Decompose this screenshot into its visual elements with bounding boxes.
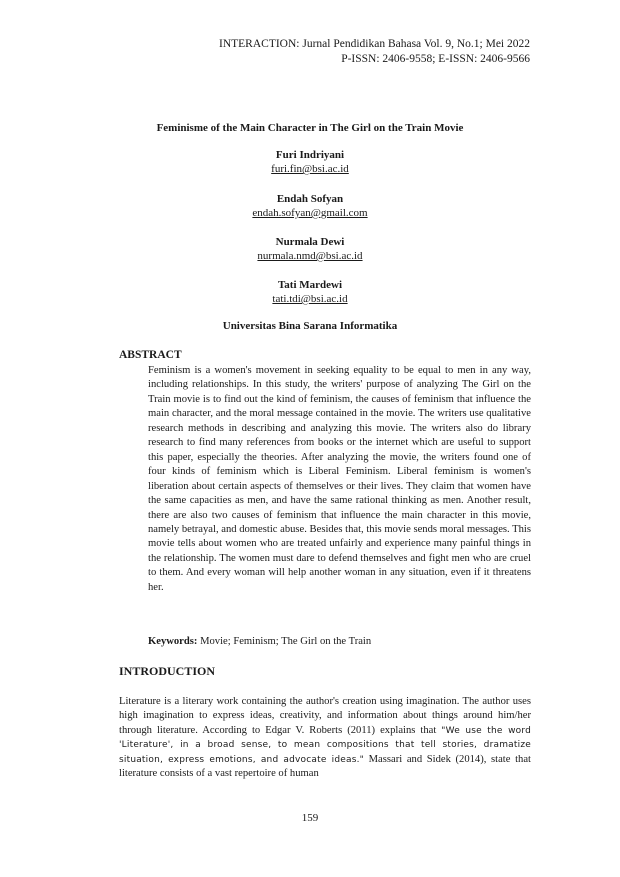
author-name: Tati Mardewi bbox=[277, 279, 343, 291]
keywords-line bbox=[148, 636, 371, 647]
abstract-heading: ABSTRACT bbox=[119, 349, 182, 361]
issn-info: P-ISSN: 2406-9558; E-ISSN: 2406-9566 bbox=[341, 53, 530, 65]
abstract-text: Feminism is a women's movement in seeking equality to be equal to men in any way, including relationships. In this study, the writers' purpose of analyzing The Girl on the Train movie is to find out the kind of feminism, the causes of feminism that influence the main character, and the moral message contained in the movie. The writers use qualitative research methods in describing and analyzing this movie. The writers also do library research to find many references from books or the internet which are useful to support this paper, especially the theories. After analyzing the movie, the writers found one of four kinds of feminism which is Liberal Feminism. Liberal feminism is women's liberation about certain aspects of themselves or their lives. They claim that women have the same capacities as men, and have the same rational thinking as men. Another result, there are also two causes of feminism that influence the main character in this movie, namely betrayal, and domestic abuse. Besides that, this movie sends moral messages. This movie tells about women who are treated unfairly and experience many painful things in the relationship. The women must dare to defend themselves and fight men who are cruel to them. And every woman will help another woman in any situation, even if it threatens her. bbox=[148, 365, 531, 593]
journal-info: INTERACTION: Jurnal Pendidikan Bahasa Vol. 9, No.1; Mei 2022 bbox=[218, 38, 530, 50]
author-email[interactable]: furi.fin@bsi.ac.id bbox=[271, 163, 349, 175]
author-block bbox=[0, 278, 620, 306]
journal-header bbox=[219, 37, 530, 67]
introduction-quote: "We use the word 'Literature', in a broad sense, to mean compositions that tell stories, dramatize situation, express emotions, and advocate ideas." bbox=[119, 725, 532, 765]
author-email[interactable]: tati.tdi@bsi.ac.id bbox=[272, 293, 348, 305]
author-block bbox=[0, 192, 620, 220]
keywords-value: Movie; Feminism; The Girl on the Train bbox=[197, 636, 372, 647]
author-email[interactable]: endah.sofyan@gmail.com bbox=[252, 207, 368, 219]
affiliation: Universitas Bina Sarana Informatika bbox=[222, 320, 398, 332]
author-name: Endah Sofyan bbox=[276, 193, 344, 205]
author-block bbox=[0, 235, 620, 263]
author-name: Furi Indriyani bbox=[275, 149, 345, 161]
page-number: 159 bbox=[301, 812, 319, 824]
introduction-text-part1: Literature is a literary work containing the author's creation using imagination. The author uses high imagination to express ideas, creativity, and information about things around him/her through literature. According to Edgar V. Roberts (2011) explains that bbox=[119, 696, 531, 736]
paper-title: Feminisme of the Main Character in The Girl on the Train Movie bbox=[156, 122, 464, 134]
author-block bbox=[0, 148, 620, 176]
author-name: Nurmala Dewi bbox=[275, 236, 345, 248]
keywords-label: Keywords: bbox=[148, 636, 198, 647]
introduction-text bbox=[119, 695, 531, 782]
introduction-text-part2: Massari and Sidek (2014), state that literature consists of a vast repertoire of human bbox=[119, 753, 531, 780]
introduction-heading: INTRODUCTION bbox=[119, 664, 216, 678]
author-email[interactable]: nurmala.nmd@bsi.ac.id bbox=[257, 250, 363, 262]
